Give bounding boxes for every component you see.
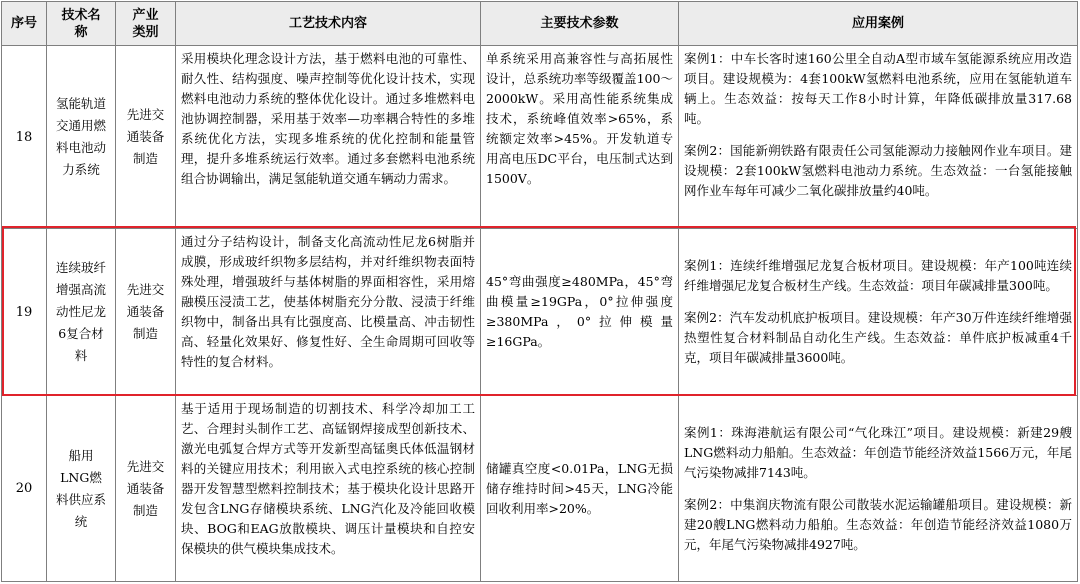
header-cases: 应用案例 [679, 2, 1078, 46]
header-params: 主要技术参数 [481, 2, 679, 46]
row-process: 基于适用于现场制造的切割技术、科学冷却加工工艺、合理封头制作工艺、高锰钢焊接成型创新技术、激光电弧复合焊方式等开发新型高锰奥氏体低温钢材料的关键应用技术；利用嵌入式电控系统的核心控制器开发智慧型燃料控制技术；基于模块化设计思路开发包含LNG存储模块系统、LNG汽化及冷能回收模块、BOG和EAG放散模块、调压计量模块和自控安保模块的供气模块集成技术。 [176, 396, 481, 582]
row-tech-name: 船用LNG燃料供应系统 [47, 396, 116, 582]
row-industry: 先进交通装备制造 [116, 396, 176, 582]
header-index: 序号 [2, 2, 47, 46]
row-process: 采用模块化理念设计方法，基于燃料电池的可靠性、耐久性、结构强度、噪声控制等优化设计技术，实现燃料电池动力系统的整体优化设计。通过多堆燃料电池协调控制器，采用基于效率—功率耦合特性的多堆系统优化方法，实现多堆系统的优化控制和能量管理，提升多堆系统运行效率。通过多套燃料电池系统组合协调输出，满足氢能轨道交通车辆动力需求。 [176, 46, 481, 229]
case-item: 案例1：中车长客时速160公里全自动A型市域车氢能源系统应用改造项目。建设规模为：4套100kW氢燃料电池系统，应用在氢能轨道车辆上。生态效益：按每天工作8小时计算，年降低碳排放量317.68吨。 [684, 51, 1072, 126]
case-item: 案例2：汽车发动机底护板项目。建设规模：年产30万件连续纤维增强热塑性复合材料制品自动化生产线。生态效益：单件底护板减重4千克，项目年碳减排量3600吨。 [684, 310, 1072, 365]
technology-table [1, 1, 1078, 582]
row-tech-name: 氢能轨道交通用燃料电池动力系统 [47, 46, 116, 229]
row-index: 19 [2, 229, 47, 396]
case-item: 案例1：连续纤维增强尼龙复合板材项目。建设规模：年产100吨连续纤维增强尼龙复合板材生产线。生态效益：项目年碳减排量300吨。 [684, 258, 1072, 293]
row-tech-name: 连续玻纤增强高流动性尼龙6复合材料 [47, 229, 116, 396]
row-params: 储罐真空度<0.01Pa，LNG无损储存维持时间>45天，LNG冷能回收利用率>20%。 [481, 396, 679, 582]
row-process: 通过分子结构设计，制备支化高流动性尼龙6树脂并成膜，形成玻纤织物多层结构，并对纤维织物表面特殊处理，增强玻纤与基体树脂的界面相容性，采用熔融模压浸渍工艺，使基体树脂充分分散、浸渍于纤维织物中，制备出具有比强度高、比模量高、冲击韧性高、轻量化效果好、修复性好、全生命周期可回收等特性的复合材料。 [176, 229, 481, 396]
case-item: 案例2：中集润庆物流有限公司散装水泥运输罐船项目。建设规模：新建20艘LNG燃料动力船舶。生态效益：年创造节能经济效益1080万元，年尾气污染物减排4927吨。 [684, 496, 1072, 552]
case-item: 案例2：国能新朔铁路有限责任公司氢能源动力接触网作业车项目。建设规模：2套100kW氢燃料电池动力系统。生态效益：一台氢能接触网作业车每年可减少二氧化碳排放量约40吨。 [684, 143, 1072, 198]
case-item: 案例1：珠海港航运有限公司“气化珠江”项目。建设规模：新建29艘LNG燃料动力船舶。生态效益：年创造节能经济效益1566万元，年尾气污染物减排7143吨。 [684, 424, 1072, 480]
row-params: 单系统采用高兼容性与高拓展性设计，总系统功率等级覆盖100～2000kW。采用高性能系统集成技术，系统峰值效率>65%，系统额定效率>45%。开发轨道专用高电压DC平台，电压制式达到1500V。 [481, 46, 679, 229]
header-row [2, 2, 1078, 46]
row-industry: 先进交通装备制造 [116, 229, 176, 396]
row-cases [679, 229, 1078, 396]
row-index: 18 [2, 46, 47, 229]
header-process: 工艺技术内容 [176, 2, 481, 46]
row-cases [679, 46, 1078, 229]
table-row [2, 396, 1078, 582]
table-row [2, 46, 1078, 229]
header-tech-name: 技术名称 [47, 2, 116, 46]
row-index: 20 [2, 396, 47, 582]
row-params: 45°弯曲强度≥480MPa，45°弯曲模量≥19GPa，0°拉伸强度≥380MPa，0°拉伸模量≥16GPa。 [481, 229, 679, 396]
header-industry: 产业类别 [116, 2, 176, 46]
table-row [2, 229, 1078, 396]
row-cases [679, 396, 1078, 582]
row-industry: 先进交通装备制造 [116, 46, 176, 229]
